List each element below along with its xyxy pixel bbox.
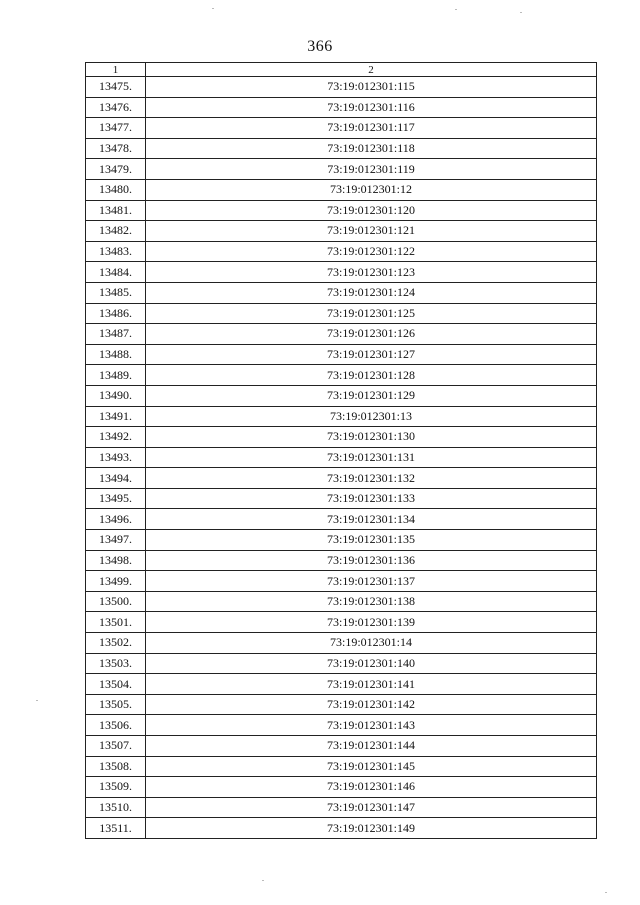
cadastral-number-cell: 73:19:012301:149: [146, 818, 597, 839]
cadastral-number-cell: 73:19:012301:123: [146, 262, 597, 283]
row-number-cell: 13486.: [86, 303, 146, 324]
table-body: [86, 77, 597, 839]
cadastral-number-cell: 73:19:012301:127: [146, 344, 597, 365]
cadastral-number-cell: 73:19:012301:138: [146, 591, 597, 612]
table-row: [86, 221, 597, 242]
table-row: [86, 324, 597, 345]
row-number-cell: 13494.: [86, 468, 146, 489]
page-number: 366: [307, 38, 333, 55]
scan-speck: [36, 700, 38, 701]
table-row: [86, 530, 597, 551]
cadastral-number-cell: 73:19:012301:117: [146, 118, 597, 139]
scan-speck: [212, 8, 214, 9]
table-row: [86, 385, 597, 406]
row-number-cell: 13484.: [86, 262, 146, 283]
cadastral-number-cell: 73:19:012301:130: [146, 427, 597, 448]
table-header: [86, 63, 597, 77]
row-number-cell: 13478.: [86, 138, 146, 159]
column-header-2: 2: [146, 63, 597, 77]
cadastral-number-cell: 73:19:012301:131: [146, 447, 597, 468]
table-row: [86, 633, 597, 654]
table-row: [86, 159, 597, 180]
table-row: [86, 571, 597, 592]
row-number-cell: 13491.: [86, 406, 146, 427]
table-row: [86, 365, 597, 386]
row-number-cell: 13482.: [86, 221, 146, 242]
row-number-cell: 13476.: [86, 97, 146, 118]
table-row: [86, 303, 597, 324]
table-row: [86, 282, 597, 303]
cadastral-number-cell: 73:19:012301:146: [146, 777, 597, 798]
row-number-cell: 13508.: [86, 756, 146, 777]
table-row: [86, 550, 597, 571]
cadastral-number-cell: 73:19:012301:14: [146, 633, 597, 654]
cadastral-number-cell: 73:19:012301:13: [146, 406, 597, 427]
row-number-cell: 13504.: [86, 674, 146, 695]
cadastral-number-cell: 73:19:012301:124: [146, 282, 597, 303]
table-row: [86, 674, 597, 695]
table-row: [86, 118, 597, 139]
table-row: [86, 427, 597, 448]
table-row: [86, 262, 597, 283]
cadastral-table: [85, 62, 597, 839]
cadastral-number-cell: 73:19:012301:143: [146, 715, 597, 736]
row-number-cell: 13507.: [86, 736, 146, 757]
table-row: [86, 509, 597, 530]
row-number-cell: 13499.: [86, 571, 146, 592]
scan-speck: [455, 9, 457, 10]
row-number-cell: 13496.: [86, 509, 146, 530]
cadastral-number-cell: 73:19:012301:136: [146, 550, 597, 571]
row-number-cell: 13497.: [86, 530, 146, 551]
table-row: [86, 200, 597, 221]
row-number-cell: 13480.: [86, 179, 146, 200]
table-row: [86, 612, 597, 633]
row-number-cell: 13506.: [86, 715, 146, 736]
row-number-cell: 13505.: [86, 694, 146, 715]
table-row: [86, 488, 597, 509]
table-row: [86, 818, 597, 839]
row-number-cell: 13479.: [86, 159, 146, 180]
row-number-cell: 13475.: [86, 77, 146, 98]
cadastral-number-cell: 73:19:012301:125: [146, 303, 597, 324]
row-number-cell: 13503.: [86, 653, 146, 674]
table-row: [86, 756, 597, 777]
cadastral-number-cell: 73:19:012301:144: [146, 736, 597, 757]
cadastral-number-cell: 73:19:012301:137: [146, 571, 597, 592]
table-row: [86, 241, 597, 262]
table-row: [86, 344, 597, 365]
row-number-cell: 13493.: [86, 447, 146, 468]
row-number-cell: 13492.: [86, 427, 146, 448]
cadastral-number-cell: 73:19:012301:126: [146, 324, 597, 345]
table-row: [86, 468, 597, 489]
table-row: [86, 694, 597, 715]
table-row: [86, 777, 597, 798]
table-row: [86, 591, 597, 612]
cadastral-number-cell: 73:19:012301:116: [146, 97, 597, 118]
cadastral-number-cell: 73:19:012301:115: [146, 77, 597, 98]
row-number-cell: 13483.: [86, 241, 146, 262]
cadastral-number-cell: 73:19:012301:132: [146, 468, 597, 489]
cadastral-number-cell: 73:19:012301:118: [146, 138, 597, 159]
row-number-cell: 13509.: [86, 777, 146, 798]
row-number-cell: 13481.: [86, 200, 146, 221]
table-row: [86, 715, 597, 736]
cadastral-number-cell: 73:19:012301:121: [146, 221, 597, 242]
cadastral-number-cell: 73:19:012301:140: [146, 653, 597, 674]
table-row: [86, 736, 597, 757]
table-row: [86, 179, 597, 200]
row-number-cell: 13500.: [86, 591, 146, 612]
table-row: [86, 97, 597, 118]
cadastral-number-cell: 73:19:012301:141: [146, 674, 597, 695]
row-number-cell: 13477.: [86, 118, 146, 139]
row-number-cell: 13498.: [86, 550, 146, 571]
cadastral-number-cell: 73:19:012301:120: [146, 200, 597, 221]
row-number-cell: 13495.: [86, 488, 146, 509]
cadastral-number-cell: 73:19:012301:145: [146, 756, 597, 777]
column-header-1: 1: [86, 63, 146, 77]
table-row: [86, 77, 597, 98]
table-row: [86, 138, 597, 159]
scan-speck: [262, 880, 264, 881]
cadastral-number-cell: 73:19:012301:142: [146, 694, 597, 715]
row-number-cell: 13487.: [86, 324, 146, 345]
scan-speck: [605, 892, 607, 893]
cadastral-number-cell: 73:19:012301:133: [146, 488, 597, 509]
scan-speck: [520, 12, 522, 13]
cadastral-number-cell: 73:19:012301:128: [146, 365, 597, 386]
table-row: [86, 797, 597, 818]
table-row: [86, 653, 597, 674]
row-number-cell: 13490.: [86, 385, 146, 406]
cadastral-number-cell: 73:19:012301:135: [146, 530, 597, 551]
cadastral-number-cell: 73:19:012301:12: [146, 179, 597, 200]
cadastral-number-cell: 73:19:012301:129: [146, 385, 597, 406]
row-number-cell: 13485.: [86, 282, 146, 303]
row-number-cell: 13501.: [86, 612, 146, 633]
table-row: [86, 406, 597, 427]
row-number-cell: 13489.: [86, 365, 146, 386]
cadastral-number-cell: 73:19:012301:139: [146, 612, 597, 633]
row-number-cell: 13488.: [86, 344, 146, 365]
table-row: [86, 447, 597, 468]
header-row: [86, 63, 597, 77]
cadastral-number-cell: 73:19:012301:134: [146, 509, 597, 530]
cadastral-number-cell: 73:19:012301:119: [146, 159, 597, 180]
cadastral-number-cell: 73:19:012301:122: [146, 241, 597, 262]
row-number-cell: 13511.: [86, 818, 146, 839]
row-number-cell: 13510.: [86, 797, 146, 818]
cadastral-number-cell: 73:19:012301:147: [146, 797, 597, 818]
row-number-cell: 13502.: [86, 633, 146, 654]
